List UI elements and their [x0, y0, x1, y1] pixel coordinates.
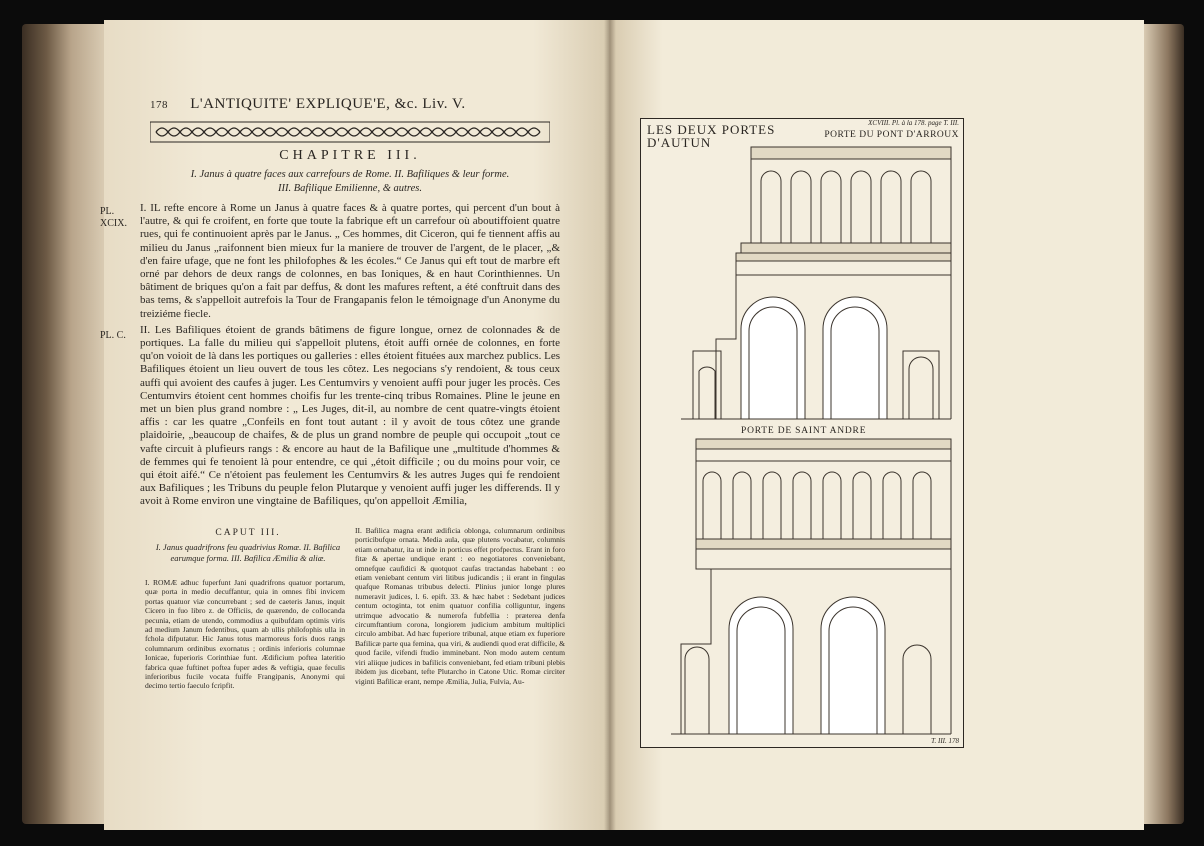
plate-footer-reference: T. III. 178 — [931, 737, 959, 745]
decorative-band-ornament — [150, 120, 550, 144]
page-edges-right — [1144, 24, 1184, 824]
latin-chapter-summary: I. Janus quadrifrons feu quadrivius Romæ. II. Bafilica earumque forma. III. Bafilica Æmilia & aliæ. — [155, 542, 341, 563]
plate-title-autun: LES DEUX PORTES D'AUTUN — [647, 122, 776, 150]
summary-line-1: I. Janus à quatre faces aux carrefours de Rome. II. Bafiliques & leur forme. — [190, 169, 510, 180]
latin-chapter-heading: CAPUT III. — [215, 528, 281, 538]
chapter-summary — [150, 168, 550, 196]
paragraph-janus: I. IL refte encore à Rome un Janus à quatre faces & à quatre portes, qui percent d'un bout à l'autre, & qui fe croifent, en forte que toute la fabrique eft un carrefour où aboutiffoient quatre rues, qui fe continuoient après par le Janus. „ Ces hommes, dit Ciceron, qui fe tiennent affis au milieu du Janus „raifonnent bien mieux fur la maniere de trouver de l'argent, de le placer, „& d'en faire ufage, que ne font les philofophes & les écoles.“ Ce Janus qui eft tout de marbre eft orné par dehors de deux rangs de colonnes, en bas Ioniques, & en haut Corinthiennes. Un bâtiment de briques qu'on a fait par deffus, & dont les mafures reftent, a été conftruit dans des bas tems, & s'appelloit autrefois la Tour de Frangapanis felon le témoignage d'un Anonyme du treiziéme fiecle. — [140, 202, 560, 320]
page-number: 178 — [150, 99, 168, 111]
paragraph-basiliques: II. Les Bafiliques étoient de grands bâtimens de figure longue, ornez de colonnades & de portiques. La falle du milieu qui s'appelloit plutens, étoit auffi ornée de colonnes, en forte qu'on voioit de là dans les portiques ou galleries : elles étoient fituées aux marchez publics. Les Bafiliques étoient un lieu ouvert de tous les côtez. Les negocians s'y rendoient, & tous ceux auffi qui avoient des caufes à juger. Les Centumvirs y venoient auffi pour juger les procès. Ces Centumvirs étoient cent hommes choifis fur les trente-cinq tribus Romaines. Pline le jeune en met un bien plus grand nombre : „ Les Juges, dit-il, au nombre de cent quatre-vingts étoient affis : car les quatre „Confeils en font tout autant : il y avoit de tous côtez une grande plaidoirie, „beaucoup de chaifes, & de plus un grand nombre de peuple qui occupoit „tout ce vafte circuit à plufieurs rangs : & encore au haut de la Bafilique une „multitude d'hommes & de femmes qui fe tenoient là pour entendre, ce qui „étoit difficile ; ou du moins pour voir, ce qui étoit aifé.“ Ce n'étoient pas feulement les Centumvirs & les autres Juges qui fe rendoient aux Bafiliques ; les Tribuns du peuple felon Plutarque y venoient auffi juger les differends. Il y avoit à Rome environ une vingtaine de Bafiliques, qu'on appelloit Æmilia, — [140, 323, 560, 508]
engraved-plate — [640, 118, 964, 748]
plate-reference: XCVIII. Pl. à la 178. page T. III. — [868, 119, 959, 127]
book-gutter — [604, 20, 616, 830]
summary-line-2: III. Bafilique Emilienne, & autres. — [278, 183, 422, 194]
chapter-title: CHAPITRE III. — [279, 148, 421, 163]
margin-note-plate: PL. XCIX. — [100, 206, 127, 229]
plate-caption-pont-arroux: PORTE DU PONT D'ARROUX — [824, 130, 959, 140]
plate-caption-saint-andre: PORTE DE SAINT ANDRE — [741, 426, 867, 436]
running-head — [150, 96, 550, 113]
latin-column-right: II. Bafilica magna erant ædificia oblonga, columnarum ordinibus porticibufque ornata. Media aula, quæ plutens vocabatur, columnis etiam ornabatur, ita ut inde in porticus effet profpectus. Erant in foro fitæ & apertae undique erant : eo negotiatores conveniebant, omnefque caufidici & quotquot caufas tractandas habebant : eo etiam veniebant centum viri litibus judicandis ; ii erant in fingulas quafque Romanas tribubus delecti. Plinius junior longe plures numeravit judices, l. 6. epift. 33. & hæc habet : Sedebant judices centum octoginta, tot enim quatuor confilia colliguntur, ingens utrimque advocatio & numerofa fubfellia : præterea denfa circumftantium corona, longiorem judicium ambitum multiplici circulo ambibat. Ad hæc fuperiore tribunal, atque etiam ex fuperiore Bafilicæ parte qua femina, qua viri, & audiendi quod erat difficile, & quod facile, vifendi ftudio imminebant. Non modo autem centum viri aliique judices in bafilicis conveniebant, fed etiam tribuni plebis ibidem jus dicebant, tefte Plutarcho in Catone Utic. Romæ circiter viginti Bafilicæ erant, nempe Æmilia, Julia, Fulvia, Au- — [355, 526, 565, 686]
latin-column-left: I. ROMÆ adhuc fuperfunt Jani quadrifrons quatuor portarum, quæ porta in medio decuffantur, quia in omnes fibi invicem portas quatuor viæ concurrebant ; sed de caeteris Janus, inquit Cicero in fuo libro z. de Officiis, de quærendo, de collocanda pecunia, etiam de utendo, commodius a quibufdam optimis viris ad medium Janum fedentibus, quam ab ullis philofophis ulla in fchola difputatur. Hic Janus totus marmoreus foris duos rangs columnarum ordinibus exornatus ; ordinis inferioris columnae Ionicae, fuperioris Corinthiae funt. Ædificium poftea lateritio fabrica quae fuftinet poftea fuper ædes & veftigia, quae feculis inferioribus fucile vocata fuiffe Frangipanis, Anonymi qui decimo tertio faeculo fcripfit. — [145, 578, 345, 691]
french-body-text — [140, 202, 560, 509]
running-head-title: L'ANTIQUITE' EXPLIQUE'E, &c. Liv. V. — [190, 96, 466, 112]
page-edges-left — [22, 24, 104, 824]
margin-note-plate-2: PL. C. — [100, 330, 126, 341]
